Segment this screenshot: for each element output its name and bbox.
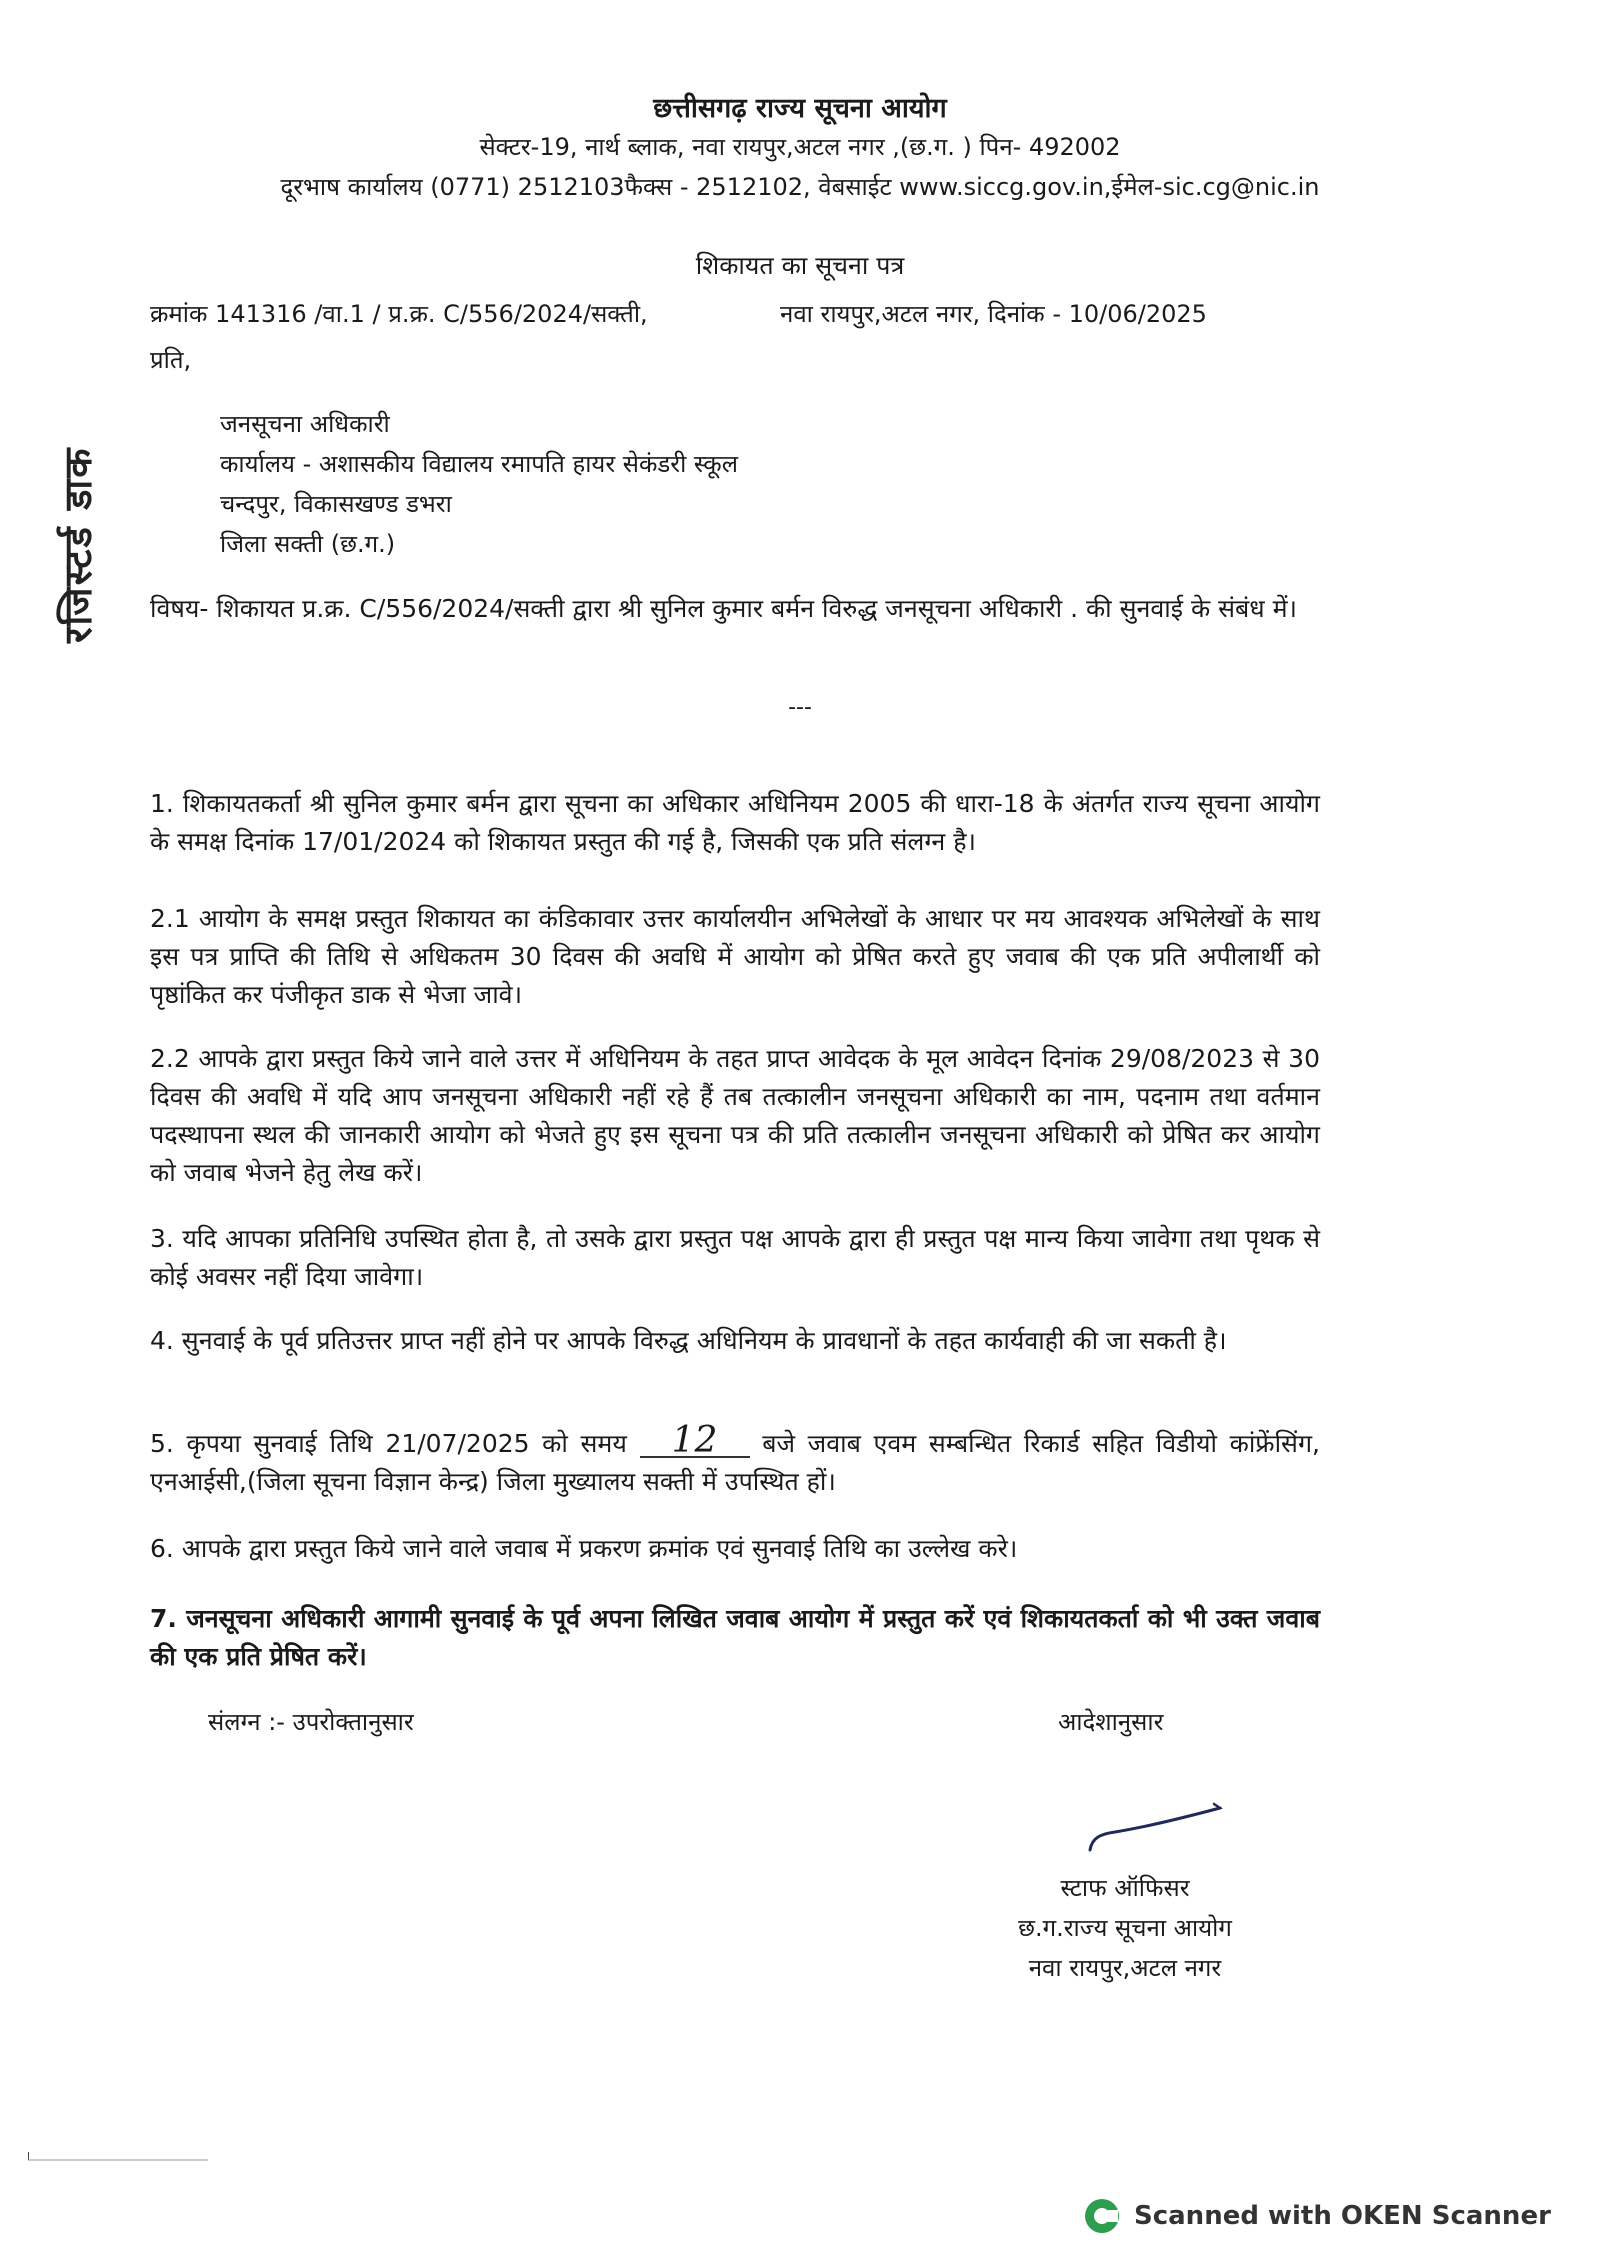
recipient-line-2: कार्यालय - अशासकीय विद्यालय रमापति हायर सेकंडरी स्कूल [220,450,738,478]
paragraph-5-before: 5. कृपया सुनवाई तिथि 21/07/2025 को समय [150,1429,627,1458]
recipient-line-1: जनसूचना अधिकारी [220,410,390,438]
place-date: नवा रायपुर,अटल नगर, दिनांक - 10/06/2025 [780,300,1207,328]
signatory-block [980,1868,1270,1988]
paragraph-3: 3. यदि आपका प्रतिनिधि उपस्थित होता है, तो उसके द्वारा प्रस्तुत पक्ष आपके द्वारा ही प्रस्तुत पक्ष मान्य किया जावेगा तथा पृथक से कोई अवसर नहीं दिया जावेगा। [150,1224,1320,1291]
enclosure-note: संलग्न :- उपरोक्तानुसार [208,1708,414,1736]
signatory-place: नवा रायपुर,अटल नगर [1028,1954,1222,1982]
separator: --- [788,695,812,720]
paragraph-1: 1. शिकायतकर्ता श्री सुनिल कुमार बर्मन द्वारा सूचना का अधिकार अधिनियम 2005 की धारा-18 के अंतर्गत राज्य सूचना आयोग के समक्ष दिनांक 17/01/2024 को शिकायत प्रस्तुत की गई है, जिसकी एक प्रति संलग्न है। [150,789,1320,856]
scanner-text: Scanned with OKEN Scanner [1134,2201,1551,2231]
paragraph-6: 6. आपके द्वारा प्रस्तुत किये जाने वाले जवाब में प्रकरण क्रमांक एवं सुनवाई तिथि का उल्लेख करे। [150,1534,1018,1563]
paragraph-2-1: 2.1 आयोग के समक्ष प्रस्तुत शिकायत का कंडिकावार उत्तर कार्यालयीन अभिलेखों के आधार पर मय आवश्यक अभिलेखों के साथ इस पत्र प्राप्ति की तिथि से अधिकतम 30 दिवस की अवधि में आयोग को प्रेषित करते हुए जवाब की एक प्रति अपीलार्थी को पृष्ठांकित कर पंजीकृत डाक से भेजा जावे। [150,904,1320,1009]
scanner-watermark [1082,2196,1551,2236]
signatory-office: छ.ग.राज्य सूचना आयोग [1018,1914,1232,1942]
reference-number: क्रमांक 141316 /वा.1 / प्र.क्र. C/556/2024/सक्ती, [150,300,648,328]
subject-line: विषय- शिकायत प्र.क्र. C/556/2024/सक्ती द्वारा श्री सुनिल कुमार बर्मन विरुद्ध जनसूचना अधिकारी . की सुनवाई के संबंध में। [150,594,1298,623]
by-order: आदेशानुसार [1058,1708,1164,1736]
letter-type-heading: शिकायत का सूचना पत्र [695,251,905,280]
recipient-line-4: जिला सक्ती (छ.ग.) [220,530,396,558]
recipient-line-3: चन्दपुर, विकासखण्ड डभरा [220,490,452,518]
registered-post-stamp: रजिस्टर्ड डाक [56,446,100,644]
recipient-address [220,404,738,564]
page-edge-mark [28,2148,208,2162]
salutation: प्रति, [150,346,192,374]
commission-title: छत्तीसगढ़ राज्य सूचना आयोग [653,93,947,124]
commission-contact: दूरभाष कार्यालय (0771) 2512103फैक्स - 2512102, वेबसाईट www.siccg.gov.in,ईमेल-sic.cg@nic.in [280,173,1320,201]
signatory-designation: स्टाफ ऑफिसर [1060,1874,1190,1902]
signature-scribble [1080,1800,1230,1860]
paragraph-2-2: 2.2 आपके द्वारा प्रस्तुत किये जाने वाले उत्तर में अधिनियम के तहत प्राप्त आवेदक के मूल आवेदन दिनांक 29/08/2023 से 30 दिवस की अवधि में यदि आप जनसूचना अधिकारी नहीं रहे हैं तब तत्कालीन जनसूचना अधिकारी का नाम, पदनाम तथा वर्तमान पदस्थापना स्थल की जानकारी आयोग को भेजते हुए इस सूचना पत्र की प्रति तत्कालीन जनसूचना अधिकारी को प्रेषित कर आयोग को जवाब भेजने हेतु लेख करें। [150,1044,1320,1187]
paragraph-5 [150,1420,1320,1501]
paragraph-7: 7. जनसूचना अधिकारी आगामी सुनवाई के पूर्व अपना लिखित जवाब आयोग में प्रस्तुत करें एवं शिकायतकर्ता को भी उक्त जवाब की एक प्रति प्रेषित करें। [150,1604,1320,1671]
handwritten-time: 12 [640,1426,750,1458]
paragraph-5-after: बजे जवाब एवम सम्बन्धित रिकार्ड सहित विडीयो कांफ्रेंसिंग, एनआईसी,(जिला सूचना विज्ञान केन्द्र) जिला मुख्यालय सक्ती में उपस्थित हों। [150,1429,1320,1496]
paragraph-4: 4. सुनवाई के पूर्व प्रतिउत्तर प्राप्त नहीं होने पर आपके विरुद्ध अधिनियम के प्रावधानों के तहत कार्यवाही की जा सकती है। [150,1326,1227,1355]
commission-address: सेक्टर-19, नार्थ ब्लाक, नवा रायपुर,अटल नगर ,(छ.ग. ) पिन- 492002 [479,133,1121,161]
scanner-logo-icon [1082,2196,1122,2236]
